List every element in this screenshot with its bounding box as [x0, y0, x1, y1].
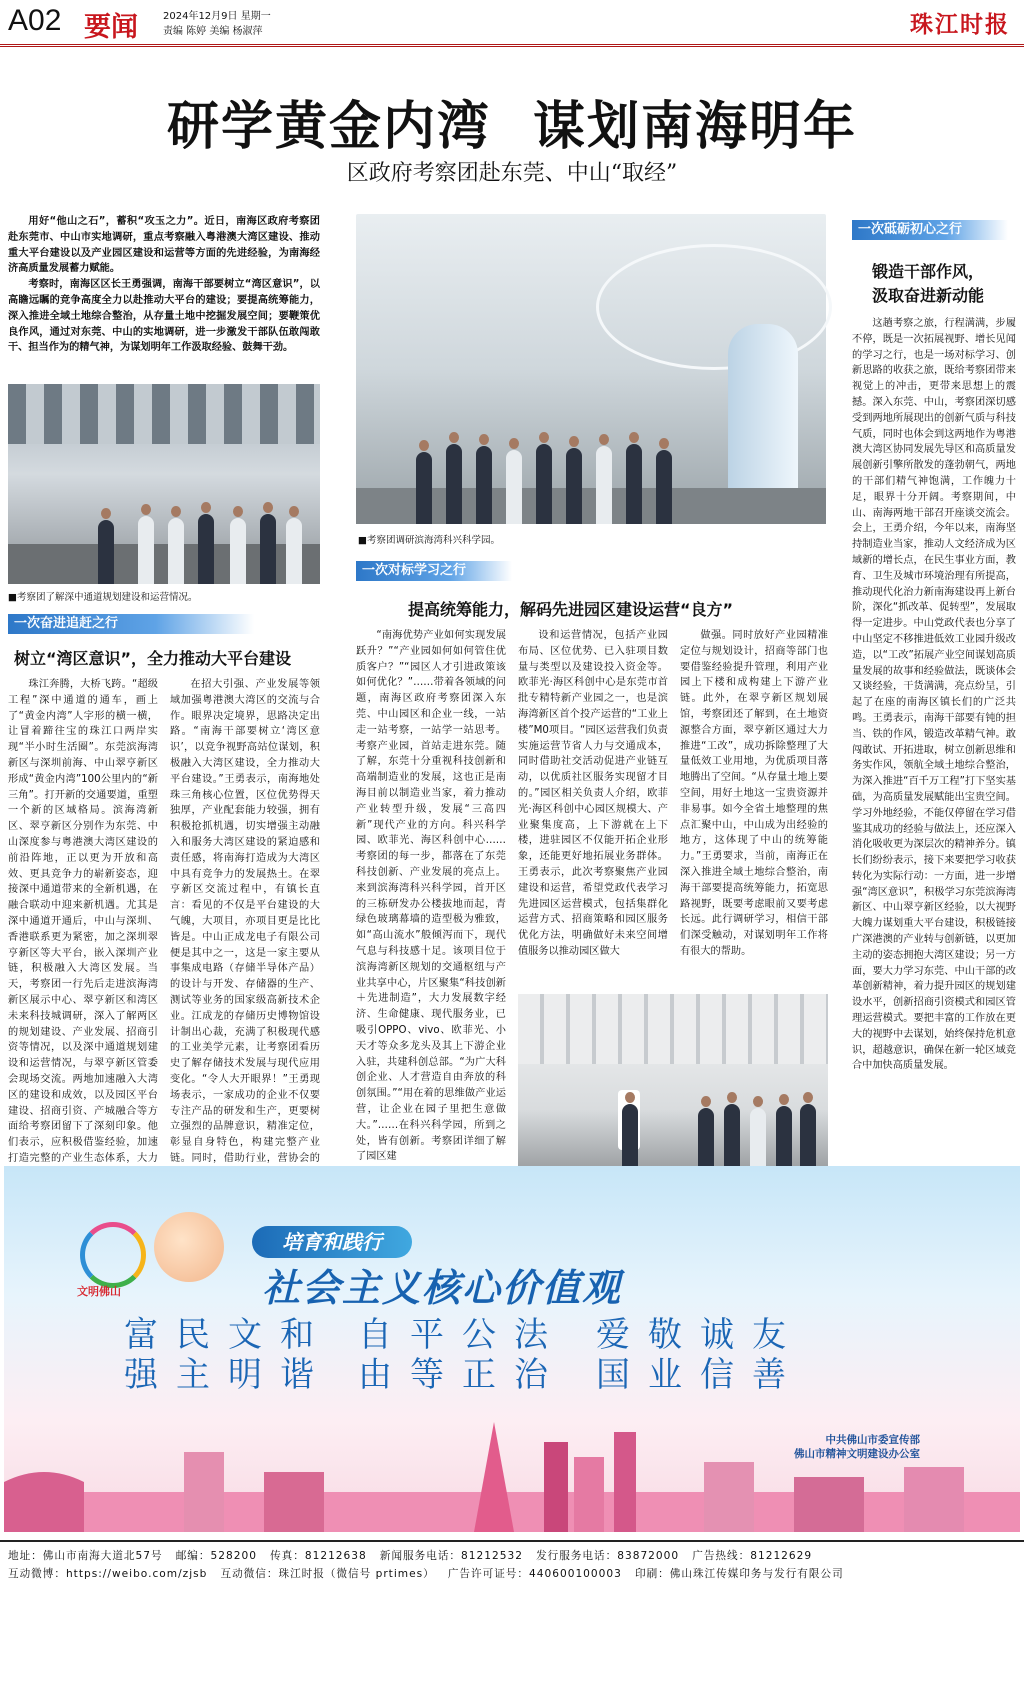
editors: 责编 陈婷 美编 杨淑萍: [163, 26, 263, 37]
core-value-char: 正: [462, 1355, 496, 1395]
core-value-char: 善: [752, 1355, 786, 1395]
core-value-char: 由: [358, 1355, 392, 1395]
core-value-char: 等: [410, 1355, 444, 1395]
core-value-char: 诚: [700, 1315, 734, 1355]
footer-line2: 互动微博：https://weibo.com/zjsb 互动微信：珠江时报（微信号 prtimes） 广告许可证号：440600100003 印刷：佛山珠江传媒印务与发行有限公司: [8, 1568, 844, 1580]
center-photo-caption: ■考察团调研滨海湾科兴科学园。: [358, 535, 500, 546]
core-value-char: 明: [228, 1355, 262, 1395]
core-value-char: 业: [648, 1355, 682, 1395]
section2-col2: 设和运营情况，包括产业园布局、区位优势、已入驻项目数量与类型以及建设投入资金等。欧菲光·海区科创中心是东莞市首批专精特新产业园之一，也是滨海湾新区首个投产运营的“工业上楼”M0项目。“园区运营我们负责实施运营节省人力与交通成本，同时借助社交活动促进产业链互动，以优质社区服务实现留才目的。”园区相关负责人介绍，欧菲光·海区科创中心园区规模大、产业聚集度高，上下游就在上下楼，进驻园区不仅能开拓企业形象，还能更好地拓展业务群体。王勇表示，此次考察聚焦产业园建设和运营，希望党政代表学习先进园区运营模式，包括集群化运营方式、招商策略和园区服务优化方法，明确做好未来空间增值服务以推动园区做大: [518, 630, 668, 957]
core-value-char: 文: [228, 1315, 262, 1355]
banner-organizer: 中共佛山市委宣传部 佛山市精神文明建设办公室: [794, 1434, 920, 1460]
core-value-char: 国: [596, 1355, 630, 1395]
section-name: 要闻: [84, 12, 138, 43]
core-value-char: 治: [514, 1355, 548, 1395]
core-value-char: 信: [700, 1355, 734, 1395]
masthead: [0, 0, 1024, 47]
core-value-char: 谐: [280, 1355, 314, 1395]
core-value-char: 富: [124, 1315, 158, 1355]
section1-col1: 珠江奔腾，大桥飞跨。“超级工程”深中通道的通车，画上了“黄金内湾”人字形的横一横，让冒着蹄往宝的珠江口两岸实现“半小时生活圈”。东莞滨海湾新区与深圳前海、中山翠亨新区形成“黄金内湾”100公里内的“新三角”。打开新的交通要道，重塑一个新的区域格局。滨海湾新区、翠亨新区分别作为东莞、中山深度参与粤港澳大湾区建设的前沿阵地，正以更为开放和高效、更具竞争力的崭新姿态，迎接深中通道带来的全新机遇，在融合联动中迎来新机遇。尤其是深中通道开通后，中山与深圳、香港联系更为紧密，加之深圳翠亨新区等大平台，嵌入深圳产业链，积极融入大湾区发展。当天，考察团一行先后走进滨海湾新区展示中心、翠亨新区和湾区未来科技城调研，深入了解两区的规划建设、产业发展、招商引资等情况，以及深中通道规划建设和运营情况，与翠亨新区管委会现场交流。两地加速融入大湾区的建设和成效，以及园区平台建设、招商引资、产城融合等方面给考察团留下了深刻印象。他们表示，应积极借鉴经验，加速打造完整的产业生态体系，大力: [8, 679, 158, 1164]
core-value-char: 友: [752, 1315, 786, 1355]
section2-col3: 做强。同时放好产业园精准定位与规划设计，招商等部门也要借鉴经验提升管理，利用产业园上下楼和成构建上下游产业链。此外，在翠亨新区规划展馆，考察团还了解到，在土地资源整合方面，翠亨新区通过大力推进“工改”，成功拆除整理了大量低效工业用地，为优质项目落地腾出了空间。“从存量土地上要空间，用好土地这一宝贵资源并非易事。如今全省土地整理的焦点汇聚中山，中山成为出经验的地方，这体现了中山的统筹能力。”王勇要求，当前，南海正在深入推进全域土地综合整治，南海干部要提高统筹能力，拓宽思路视野，既要考虑眼前又要考虑长远。此行调研学习，相信干部们深受触动，对谋划明年工作将有很大的帮助。: [680, 630, 828, 957]
paper-name: 珠江时报: [910, 11, 1010, 38]
core-value-char: 自: [358, 1315, 392, 1355]
section2-tab: 一次对标学习之行: [356, 561, 512, 581]
civilization-logo-icon: [80, 1222, 146, 1288]
banner-slogan-main: 社会主义核心价值观: [262, 1266, 623, 1310]
section3-body: 这趟考察之旅，行程满满，步履不停，既是一次拓展视野、增长见闻的学习之行，也是一场对标学习、创新思路的收获之旅，既给考察团带来视觉上的冲击，更带来思想上的震撼。深入东莞、中山，考察团深切感受到两地所展现出的创新气质与科技气质，同时也体会到这两地作为粤港澳大湾区协同发展先导区和高质量发展创新引擎所散发的蓬勃朝气，两地的干部们精气神饱满，工作魄力十足，眼界十分开阔。考察期间，中山、南海两地干部召开座谈交流会。会上，王勇介绍，今年以来，南海坚持制造业当家，推动人文经济成为区域新的增长点，在民生事业方面，教育、卫生及城市环境治理有所提高，推动现代化治力新南海建设再上新台阶，深化“抓改革、促转型”，发展取得一定进步。中山党政代表也分享了中山坚定不移推进低效工业园升级改造，以“工改”拓展产业空间谋划高质量发展的故事和经验做法，既谈体会又谈经验，干货满满，亮点纷呈，引起了在座的南海区镇长们的广泛共鸣。王勇表示，南海干部要有钝的担当、铁的作风，锻造改革精气神。敢闯敢试、开拓进取，树立创新思维和务实作风，领航全域土地综合整治，为深入推进“百千万工程”打下坚实基础，为高质量发展赋能出宝贵空间。学习外地经验，不能仅停留在学习借鉴其成功的经验与做法上，还应深入消化吸收更为深层次的精神养分。镇长们纷纷表示，接下来要把学习收获转化为实际行动：一方面，进一步增强“湾区意识”，积极学习东莞滨海湾新区、中山翠亨新区经验，以大视野大魄力谋划重大平台建设，积极链接广深港澳的产业转与创新链，以更加主动的姿态拥抱大湾区建设；另一方面，要大力学习东莞、中山干部的改革创新精神，着力提升园区的规划建设水平，创新招商引资模式和园区管理运营模式。要把丰富的工作放在更大的视野中去谋划，始终保持危机意识，超越意识，确保在新一轮区域竞合中加快高质量发展。: [852, 318, 1016, 1072]
issue-info: [163, 9, 271, 39]
section2-col1: “南海优势产业如何实现发展跃升？”“产业园如何如何管住优质客户？”“园区人才引进政策该如何优化？”……带着各领域的问题，南海区政府考察团深入东莞、中山园区和企业一线，一站走一站考察，一站学一站思考。考察产业园，首站走进东莞。随了解，东莞十分重视科技创新和高端制造业的发展，这也正是南海目前以制造业当家，着力推动产业转型升级，发展“三高四新”现代产业的方向。科兴科学园、欧菲光、海区科创中心……考察团的每一步，都落在了东莞科技创新、产业发展的亮点上。来到滨海湾科兴科学园，首开区的三栋研发办公楼拔地而起，青绿色玻璃幕墙的造型极为雅致，如“高山流水”般倾泻而下，现代气息与科技感十足。该项目位于滨海湾新区规划的交通枢纽与产业共享中心，片区聚集“科技创新＋先进制造”，大力发展数字经济、生命健康、现代服务业，已吸引OPPO、vivo、欧菲光、小天才等众多龙头及其上下游企业入驻，共建科创总部。“为广大科创企业、人才营造自由奔放的科创氛围。”“用在着的思维做产业运营，让企业在园子里把生意做大。”……在科兴科学园，所到之处，皆有创新。考察团详细了解了园区建: [356, 630, 506, 1163]
intro-body: 考察时，南海区区长王勇强调，南海干部要树立“湾区意识”，以高瞻远瞩的竞争高度全力以赴推动大平台的建设；要提高统筹能力，深入推进全域土地综合整治，从存量土地中挖掘发展空间；要鞭策优良作风，通过对东莞、中山的实地调研，进一步激发干部队伍敢闯敢干、担当作为的精气神，为谋划明年工作汲取经验、鼓舞干劲。: [8, 279, 320, 354]
center-photo: [356, 214, 826, 524]
left-photo-caption: ■考察团了解深中通道规划建设和运营情况。: [8, 592, 198, 603]
page-number: A02: [8, 4, 62, 37]
section3-title: 锻造干部作风， 汲取奋进新动能: [872, 262, 985, 305]
section1-col2: 在招大引强、产业发展等领域加强粤港澳大湾区的交流与合作。眼界决定境界，思路决定出路。“南海干部要树立‘湾区意识’，以竞争视野高站位谋划，积极融入大湾区建设，全力推动大平台建设。”王勇表示，南海地处珠三角核心位置，区位优势得天独厚，产业配套能力较强，拥有积极抢抓机遇，切实增强主动融入和服务大湾区建设的紧迫感和责任感，将南海打造成为大湾区中具有竞争力的发展热土。在翠亨新区交流过程中，有镇长直言：看见的不仅是平台建设的大气魄，大项目，亦项目更是比比皆是。中山正成龙电子有限公司便是其中之一，这是一家主要从事集成电路（存储半导体产品）的设计与开发、存储器的生产、测试等业务的国家级高新技术企业。江成龙的存储历史博物馆设计制出心裁，充满了积极现代感的工业美学元素，让考察团看历史了解存储技术发展与现代应用变化。“令人大开眼界！”王勇现场表示，一家成功的企业不仅要专注产品的研发和生产，更要树立强烈的品牌意识，精准定位，彰显自身特色，构建完整产业链。同时，借助行业，营协会的: [170, 679, 320, 1164]
intro-lead: 用好“他山之石”，蓄积“攻玉之力”。近日，南海区政府考察团赴东莞市、中山市实地调研，重点考察融入粤港澳大湾区建设、推动重大平台建设以及产业园区建设和运营等方面的先进经验，为南海经济高质量发展蓄力赋能。: [8, 216, 320, 275]
section3-tab: 一次砥砺初心之行: [852, 220, 1008, 240]
intro-text: [8, 214, 320, 384]
core-value-char: 和: [280, 1315, 314, 1355]
left-photo: [8, 384, 320, 584]
logo-text: 文明佛山: [77, 1285, 121, 1298]
sub-headline: 区政府考察团赴东莞、中山“取经”: [346, 161, 678, 186]
core-value-char: 公: [462, 1315, 496, 1355]
core-value-char: 强: [124, 1355, 158, 1395]
core-value-char: 民: [176, 1315, 210, 1355]
section2-title: 提高统筹能力，解码先进园区建设运营“良方”: [408, 600, 734, 619]
mascot-icon: [154, 1212, 224, 1282]
values-banner: [4, 1166, 1020, 1532]
core-value-char: 主: [176, 1355, 210, 1395]
core-value-char: 平: [410, 1315, 444, 1355]
city-skyline-icon: [4, 1422, 1020, 1532]
section1-title: 树立“湾区意识”，全力推动大平台建设: [14, 649, 292, 668]
bottom-photo: [518, 994, 828, 1186]
banner-slogan-top: 培育和践行: [252, 1226, 412, 1258]
issue-date: 2024年12月9日 星期一: [163, 11, 271, 22]
core-value-char: 法: [514, 1315, 548, 1355]
section1-tab: 一次奋进追赶之行: [8, 614, 254, 634]
footer: [0, 1540, 1024, 1683]
main-headline: 研学黄金内湾 谋划南海明年: [166, 97, 858, 157]
core-value-char: 爱: [596, 1315, 630, 1355]
core-value-char: 敬: [648, 1315, 682, 1355]
footer-line1: 地址：佛山市南海大道北57号 邮编：528200 传真：81212638 新闻服务电话：81212532 发行服务电话：83872000 广告热线：81212629: [8, 1550, 813, 1562]
